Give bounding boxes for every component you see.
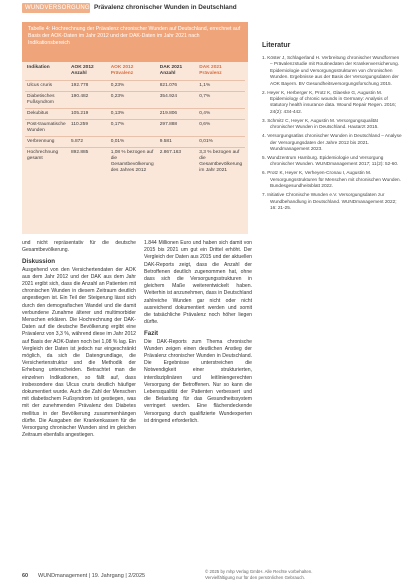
table-cell: 0,6% [197, 120, 245, 137]
header-title: Prävalenz chronischer Wunden in Deutschland [94, 4, 237, 11]
table-header-cell: AOK 2012 Prävalenz [110, 65, 134, 76]
table-cell: 1,08 % bezogen auf die Gesamtbevölkerung des Jahres 2012 [109, 148, 158, 177]
table-header-cell: DAK 2021 Anzahl [159, 65, 183, 76]
section-heading-conclusion: Fazit [144, 330, 159, 338]
table-caption: Tabelle 4: Hochrechnung der Prävalenz chronischer Wunden auf Deutschland, errechnet auf Basis der AOK-Daten im Jahr 2012 und der DAK-Daten im Jahr 2021 nach Indikationsbereich [28, 26, 241, 46]
table-header-cell: DAK 2021 Prävalenz [199, 65, 222, 76]
reference-item: 5. Wundzentrum Hamburg. Epidemiologie und Versorgung chronischer Wunden. WUNDmanagement 2017; 11(2): 52-60. [262, 155, 399, 167]
table-cell: 892.885 [69, 148, 109, 177]
table-header-row [25, 62, 245, 81]
reference-item: 3. Schmitz C, Heyer K, Augustin M. Versorgungsqualität chronischer Wunden in Deutschland. Hautarzt 2015. [262, 117, 379, 130]
table-cell: 0,23% [109, 92, 158, 109]
table-cell: 2.867.163 [158, 148, 198, 177]
literature-heading: Literatur [262, 42, 291, 49]
journal-info: WUNDmanagement | 19. Jahrgang | 2/2025 [38, 573, 146, 579]
table-cell: 0,23% [109, 81, 158, 92]
reference-item: 1. Köster J, Schlagerland H. Verbreitung chronischer Wundformen – Prävalenzstudie mit Routinedaten der Krankenversicherung. Epidemiologie und Versorgungsstrukturen von chronischen Wunden. Ergebnisse aus der Basis der Versorgungsdaten der AOK Bayern. BV Gesundheitsversorgungsforschung 2015. [262, 55, 400, 86]
page-header [0, 0, 413, 16]
reference-list [262, 55, 402, 214]
table-cell: 0,7% [197, 92, 245, 109]
table-cell: 0,4% [197, 109, 245, 120]
paragraph: Ausgehend von den Versichertendaten der AOK aus dem Jahr 2012 und der DAK aus dem Jahr 2021 ergibt sich, dass die Anzahl an Patienten mit chronischen Wunden in diesem Zeitraum deutlich angestiegen ist. Ein Teil der Steigerung lässt sich durch den demografischen Wandel und die damit verbundene Zunahme älterer und multimorbider Menschen erklären. Die Hochrechnung der DAK-Daten auf die deutsche Bevölkerung ergibt eine Prävalenz von 3,3 %, während diese im Jahr 2012 auf Basis der AOK-Daten noch bei 1,08 % lag. Ein Vergleich der Daten ist jedoch nur eingeschränkt möglich, da sich die Datengrundlage, die Versichertenstruktur und die Methodik der Erhebung unterscheiden. Betrachtet man die einzelnen Indikationen, so fällt auf, dass insbesondere das Ulcus cruris deutlich häufiger dokumentiert wurde. Auch die Zahl der Menschen mit diabetischem Fußsyndrom ist gestiegen, was mit der zunehmenden Prävalenz des Diabetes mellitus in der Bevölkerung zusammenhängen dürfte. Die Ausgaben der Krankenkassen für die Versorgung chronischer Wunden sind im gleichen Zeitraum ebenfalls angestiegen. [22, 266, 136, 439]
page-number: 60 [22, 573, 29, 579]
table-row [25, 120, 245, 137]
row-label: Hochrechnung gesamt [25, 148, 69, 177]
paragraph: und nicht repräsentativ für die deutsche Gesamtbevölkerung. [22, 240, 136, 254]
table-cell: 110.259 [69, 120, 109, 137]
table-cell: 5.872 [69, 137, 109, 148]
reference-item: 2. Heyer K, Herberger K, Protz K, Glaeske G, Augustin M. Epidemiology of chronic wounds in Germany: Analysis of statutory health insurance data. Wound Repair Regen. 2016; 24(2): 434-442. [262, 89, 397, 114]
table-header-cell: Indikation [27, 65, 50, 70]
table-cell: 105.219 [69, 109, 109, 120]
table-cell: 821.076 [158, 81, 198, 92]
row-label: Post-traumatische Wunden [25, 120, 69, 137]
table-row [25, 148, 245, 177]
paragraph: 1.844 Millionen Euro und haben sich damit von 2015 bis 2021 um gut ein Drittel erhöht. Der Vergleich der Daten aus 2015 und der aktuellen DAK-Reports zeigt, dass die Anzahl der Betroffenen deutlich zugenommen hat, ohne dass sich die Versorgungsstrukturen in gleichem Maße weiterentwickelt haben. Weiterhin ist anzunehmen, dass in Deutschland zahlreiche Wunden gar nicht oder nicht ausreichend dokumentiert werden und somit die tatsächliche Prävalenz noch höher liegen dürfte. [144, 240, 252, 326]
table-cell: 3,3 % bezogen auf die Gesamtbevölkerung im Jahr 2021 [197, 148, 245, 177]
table-cell: 219.806 [158, 109, 198, 120]
table-cell: 0,01% [197, 137, 245, 148]
table-row [25, 109, 245, 120]
page-footer [0, 568, 413, 585]
table-row [25, 137, 245, 148]
table-cell: 0,01% [109, 137, 158, 148]
section-heading-discussion: Diskussion [22, 258, 56, 266]
table-cell: 1,1% [197, 81, 245, 92]
row-label: Dekubitus [25, 109, 69, 120]
table-row [25, 92, 245, 109]
paragraph: Die DAK-Reports zum Thema chronische Wunden zeigen einen deutlichen Anstieg der Prävalenz chronischer Wunden in Deutschland. Die Ergebnisse unterstreichen die Notwendigkeit einer strukturierten, interdisziplinären und leitliniengerechten Versorgung der Betroffenen. Nur so kann die Lebensqualität der Patienten verbessert und die Belastung für das Gesundheitssystem verringert werden. Eine flächendeckende Versorgung durch qualifizierte Wundexperten ist dringend erforderlich. [144, 338, 252, 424]
table-cell: 0,13% [109, 109, 158, 120]
table-row [25, 81, 245, 92]
table-cell: 297.888 [158, 120, 198, 137]
table-cell: 190.482 [69, 92, 109, 109]
reference-item: 7. Initiative Chronische Wunden e.V. Versorgungsdaten zur Wundbehandlung in Deutschland. WUNDmanagement 2022; 16: 21-25. [262, 192, 397, 211]
table-cell: 0,17% [109, 120, 158, 137]
table-caption-band [22, 22, 248, 62]
copyright-notice: © 2025 by mhp Verlag GmbH. Alle Rechte vorbehalten. Vervielfältigung nur für den persönlichen Gebrauch. [205, 569, 313, 580]
row-label: Ulcus cruris [25, 81, 69, 92]
reference-item: 6. Protz K, Heyer K, Verheyen-Cronau I, Augustin M. Versorgungsstrukturen für Menschen mit chronischen Wunden. Bundesgesundheitsblatt 2022. [262, 170, 401, 189]
body-column-2 [144, 240, 252, 427]
section-tag: WUNDVERSORGUNG [22, 3, 90, 13]
body-column-1 [22, 240, 136, 441]
table-cell: 9.581 [158, 137, 198, 148]
reference-item: 4. Versorgungsatlas chronischer Wunden in Deutschland – Analyse der Versorgungsdaten der Jahre 2012 bis 2021. Wundmanagement 2023. [262, 133, 402, 152]
table-header-cell: AOK 2012 Anzahl [71, 65, 94, 76]
table-cell: 192.778 [69, 81, 109, 92]
prevalence-table [25, 62, 245, 176]
row-label: Diabetisches Fußsyndrom [25, 92, 69, 109]
table-cell: 354.924 [158, 92, 198, 109]
row-label: Verbrennung [25, 137, 69, 148]
